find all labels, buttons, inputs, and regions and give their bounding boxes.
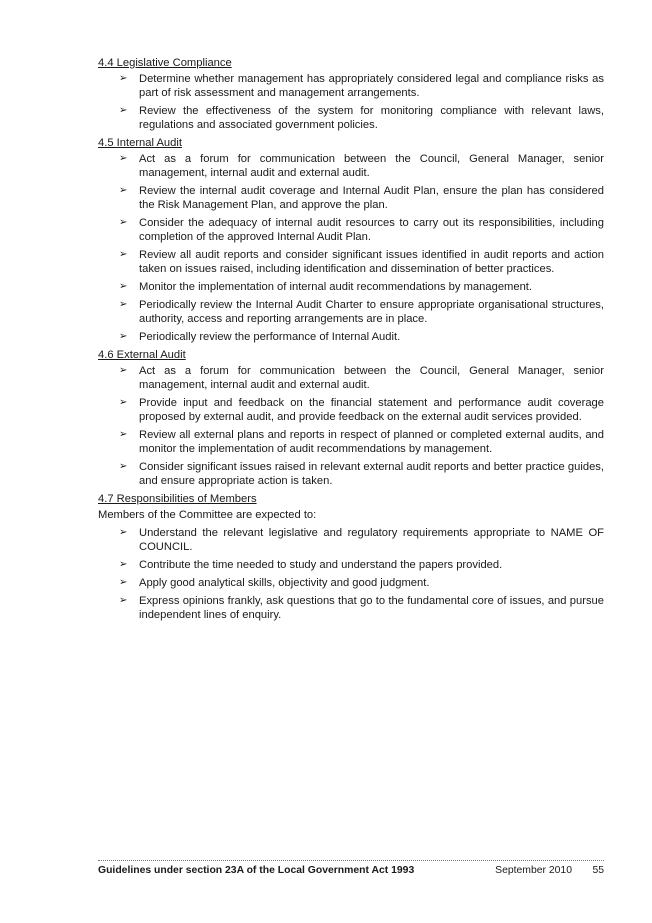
list-item-text: Review all external plans and reports in respect of planned or completed external audits, and monitor the implementation of audit recommendations by management. — [139, 429, 604, 455]
list-item — [98, 396, 604, 424]
list-item — [98, 216, 604, 244]
arrow-bullet-icon: ➢ — [119, 281, 128, 292]
list-item-text: Contribute the time needed to study and understand the papers provided. — [139, 559, 503, 571]
list-item-text: Consider the adequacy of internal audit resources to carry out its responsibilities, including completion of the approved Internal Audit Plan. — [139, 217, 604, 243]
arrow-bullet-icon: ➢ — [119, 577, 128, 588]
section — [98, 136, 604, 344]
list-item-text: Provide input and feedback on the financial statement and performance audit coverage proposed by external audit, and provide feedback on the external audit services provided. — [139, 397, 604, 423]
list-item — [98, 576, 604, 590]
page-content — [98, 56, 604, 626]
page-footer — [98, 860, 604, 881]
list-item-text: Review all audit reports and consider significant issues identified in audit reports and action taken on issues raised, including identification and dissemination of better practices. — [139, 249, 604, 275]
bullet-list — [98, 72, 604, 132]
list-item — [98, 428, 604, 456]
list-item — [98, 558, 604, 572]
footer-date: September 2010 — [495, 865, 572, 876]
list-item — [98, 526, 604, 554]
section — [98, 56, 604, 132]
arrow-bullet-icon: ➢ — [119, 217, 128, 228]
section-heading: 4.6 External Audit — [98, 349, 186, 361]
list-item-text: Express opinions frankly, ask questions that go to the fundamental core of issues, and pursue independent lines of enquiry. — [139, 595, 604, 621]
arrow-bullet-icon: ➢ — [119, 185, 128, 196]
list-item — [98, 460, 604, 488]
section — [98, 348, 604, 488]
bullet-list — [98, 364, 604, 488]
list-item-text: Understand the relevant legislative and regulatory requirements appropriate to NAME OF COUNCIL. — [139, 527, 604, 553]
footer-title: Guidelines under section 23A of the Local Government Act 1993 — [98, 865, 415, 876]
arrow-bullet-icon: ➢ — [119, 595, 128, 606]
list-item-text: Act as a forum for communication between the Council, General Manager, senior management, internal audit and external audit. — [139, 365, 604, 391]
arrow-bullet-icon: ➢ — [119, 397, 128, 408]
arrow-bullet-icon: ➢ — [119, 73, 128, 84]
list-item-text: Periodically review the performance of Internal Audit. — [139, 331, 401, 343]
list-item-text: Determine whether management has appropriately considered legal and compliance risks as part of risk assessment and management arrangements. — [139, 73, 604, 99]
list-item — [98, 184, 604, 212]
list-item — [98, 248, 604, 276]
arrow-bullet-icon: ➢ — [119, 105, 128, 116]
bullet-list — [98, 152, 604, 344]
section-intro: Members of the Committee are expected to: — [98, 509, 317, 521]
section-heading: 4.5 Internal Audit — [98, 137, 182, 149]
arrow-bullet-icon: ➢ — [119, 559, 128, 570]
arrow-bullet-icon: ➢ — [119, 249, 128, 260]
arrow-bullet-icon: ➢ — [119, 527, 128, 538]
arrow-bullet-icon: ➢ — [119, 153, 128, 164]
list-item — [98, 280, 604, 294]
list-item — [98, 104, 604, 132]
list-item-text: Consider significant issues raised in relevant external audit reports and better practice guides, and ensure appropriate action is taken. — [139, 461, 604, 487]
arrow-bullet-icon: ➢ — [119, 461, 128, 472]
list-item — [98, 298, 604, 326]
arrow-bullet-icon: ➢ — [119, 331, 128, 342]
section-heading: 4.7 Responsibilities of Members — [98, 493, 257, 505]
list-item — [98, 152, 604, 180]
arrow-bullet-icon: ➢ — [119, 365, 128, 376]
list-item-text: Apply good analytical skills, objectivity and good judgment. — [139, 577, 430, 589]
list-item-text: Review the effectiveness of the system for monitoring compliance with relevant laws, regulations and associated government policies. — [139, 105, 604, 131]
bullet-list — [98, 526, 604, 622]
page-number: 55 — [592, 865, 604, 876]
list-item-text: Periodically review the Internal Audit Charter to ensure appropriate organisational structures, authority, access and reporting arrangements are in place. — [139, 299, 604, 325]
list-item-text: Monitor the implementation of internal audit recommendations by management. — [139, 281, 533, 293]
arrow-bullet-icon: ➢ — [119, 299, 128, 310]
list-item — [98, 364, 604, 392]
list-item — [98, 72, 604, 100]
list-item-text: Review the internal audit coverage and Internal Audit Plan, ensure the plan has considered the Risk Management Plan, and approve the plan. — [139, 185, 604, 211]
arrow-bullet-icon: ➢ — [119, 429, 128, 440]
list-item — [98, 594, 604, 622]
list-item — [98, 330, 604, 344]
section — [98, 492, 604, 622]
list-item-text: Act as a forum for communication between the Council, General Manager, senior management, internal audit and external audit. — [139, 153, 604, 179]
section-heading: 4.4 Legislative Compliance — [98, 57, 232, 69]
